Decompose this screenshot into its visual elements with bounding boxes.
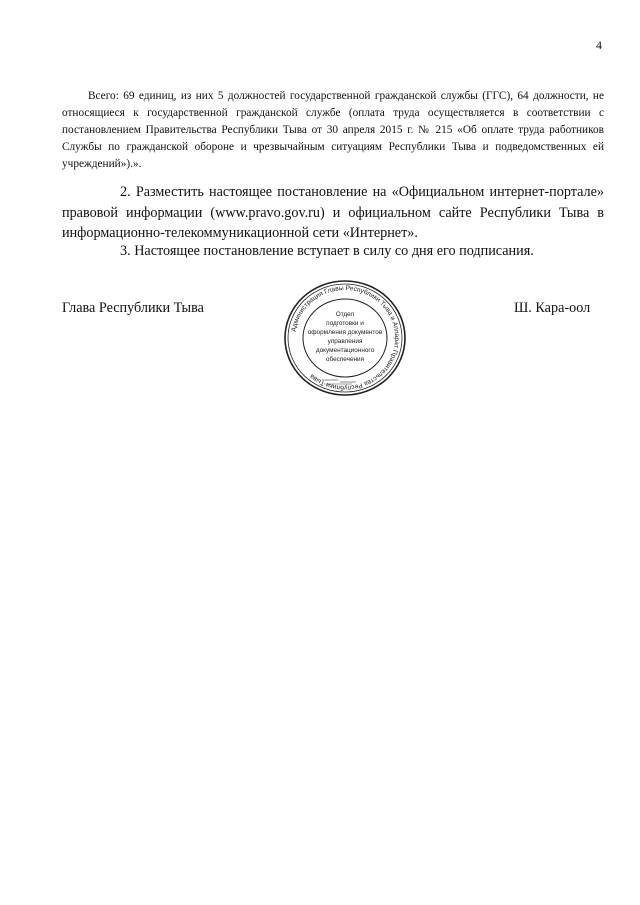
signatory-position: Глава Республики Тыва (62, 300, 204, 316)
stamp-line-1: Отдел (335, 311, 355, 318)
stamp-line-5: документационного (315, 347, 375, 354)
stamp-line-4: управления (327, 338, 363, 345)
stamp-line-3: оформления документов (307, 329, 383, 336)
stamp-line-2: подготовки и (326, 320, 364, 327)
page-number: 4 (596, 38, 602, 52)
stamp-line-6: обеспечения (325, 356, 365, 363)
stamp-outer-text: Администрация Главы Республики Тыва и Аппарат Правительства Республики Тыва (290, 284, 401, 392)
item-3-paragraph: 3. Настоящее постановление вступает в силу со дня его подписания. (120, 243, 534, 259)
item-2-paragraph: 2. Разместить настоящее постановление на «Официальном интернет-портале» правовой информации (www.pravo.gov.ru) и официальном сайте Республики Тыва в информационно-телекоммуникационной сети «Интернет». (62, 184, 604, 241)
stamp-seal-graphic (280, 276, 410, 400)
official-stamp (280, 276, 410, 400)
staff-summary-paragraph (62, 88, 604, 173)
signatory-name: Ш. Кара-оол (514, 300, 591, 316)
staff-summary-text: Всего: 69 единиц, из них 5 должностей государственной гражданской службы (ГГС), 64 должности, не относящиеся к государственной гражданской службе (оплата труда осуществляется в соответствии с постановлением Правительства Республики Тыва от 30 апреля 2015 г. № 215 «Об оплате труда работников Службы по гражданской обороне и чрезвычайным ситуациям Республики Тыва и подведомственных ей учреждений»).». (62, 90, 604, 170)
